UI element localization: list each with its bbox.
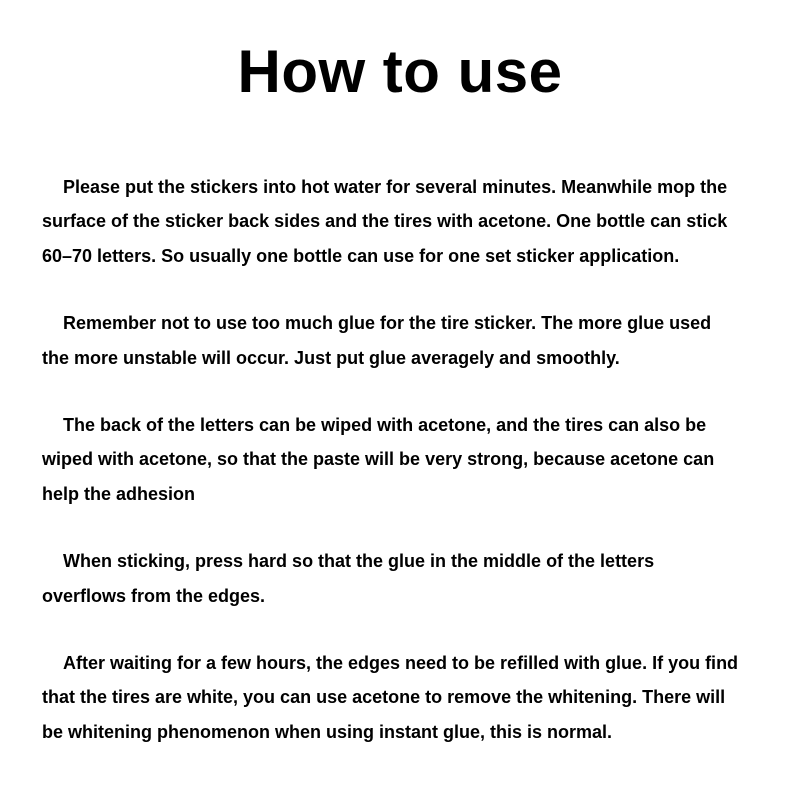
instruction-paragraph-glue-amount: Remember not to use too much glue for the tire sticker. The more glue used the more unstable will occur. Just put glue averagely and smoothly. [42, 313, 712, 368]
instruction-paragraph-hot-water: Please put the stickers into hot water for several minutes. Meanwhile mop the surface of the sticker back sides and the tires with acetone. One bottle can stick 60–70 letters. So usually one bottle can use for one set sticker application. [42, 177, 728, 266]
instruction-paragraph-acetone: The back of the letters can be wiped with acetone, and the tires can also be wiped with acetone, so that the paste will be very strong, because acetone can help the adhesion [42, 415, 715, 504]
page-title: How to use [237, 38, 563, 105]
instruction-paragraph-press-hard: When sticking, press hard so that the glue in the middle of the letters overflows from the edges. [42, 551, 655, 606]
instructions-body [42, 170, 782, 782]
instruction-paragraph-refill-edges: After waiting for a few hours, the edges need to be refilled with glue. If you find that the tires are white, you can use acetone to remove the whitening. There will be whitening phenomenon when using instant glue, this is normal. [42, 653, 739, 742]
